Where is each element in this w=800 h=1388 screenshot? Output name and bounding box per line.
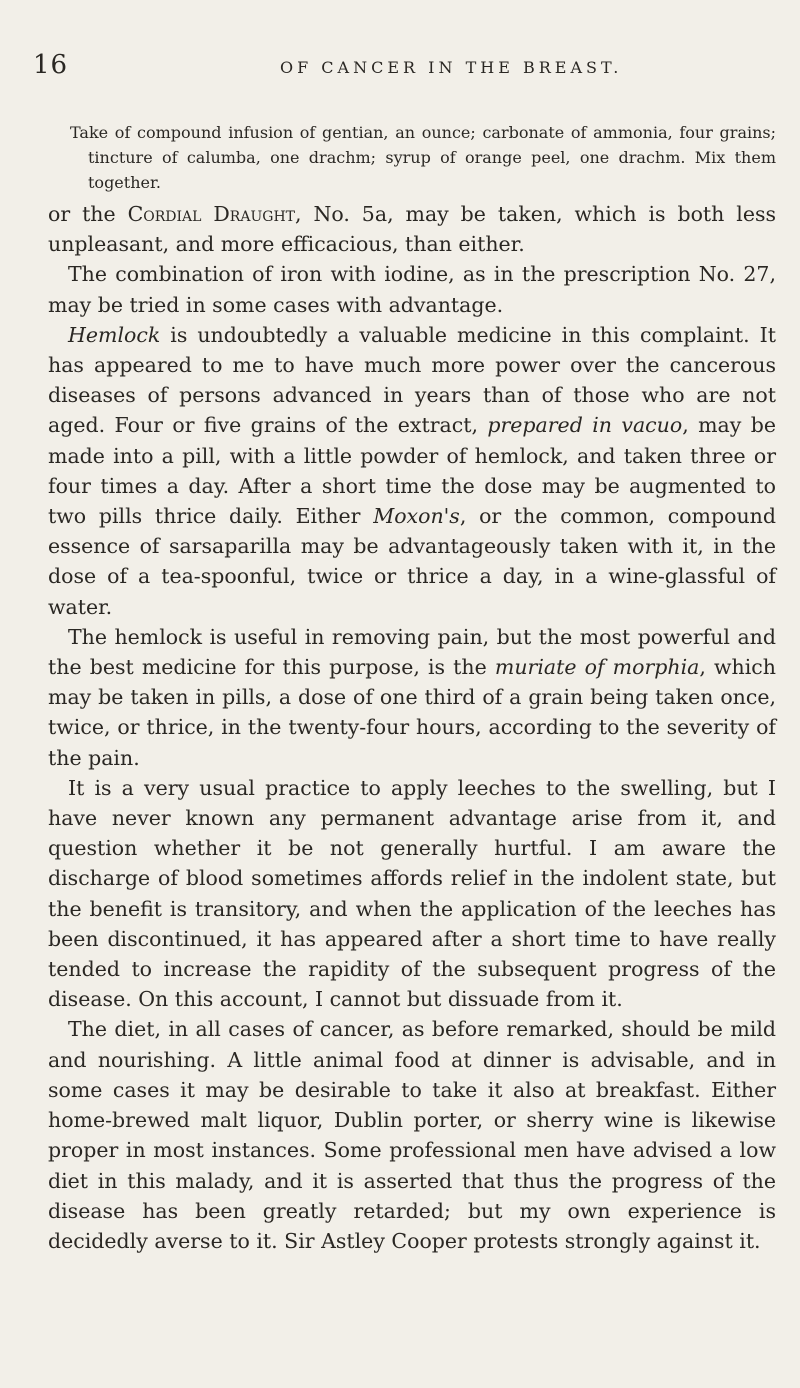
moxons-term: Moxon's <box>373 504 460 529</box>
page-number: 16 <box>33 50 69 80</box>
paragraph-text: or the <box>48 202 128 226</box>
muriate-of-morphia-term: muriate of morphia <box>494 655 700 680</box>
running-head: OF CANCER IN THE BREAST. <box>280 58 623 77</box>
paragraph-hemlock <box>48 320 776 622</box>
hemlock-term: Hemlock <box>68 322 161 347</box>
paragraph-cordial-draught <box>48 199 776 259</box>
paragraph-diet: The diet, in all cases of cancer, as before remarked, should be mild and nourishing. A little animal food at dinner is advisable, and in some cases it may be desirable to take it also at breakfast. Either home-brewed malt liquor, Dublin porter, or sherry wine is likewise proper in most instances. Some professional men have advised a low diet in this malady, and it is asserted that thus the progress of the disease has been greatly retarded; but my own experience is decidedly averse to it. Sir Astley Cooper protests strongly against it. <box>48 1017 776 1253</box>
paragraph-text: , which may be taken in pills, a dose of one third of a grain being taken once, twice, or thrice, in the twenty-four hours, according to the severity of the pain. <box>48 655 776 770</box>
paragraph-text: is undoubtedly a valuable medicine in this complaint. It has appeared to me to have much more power over the cancerous diseases of persons advanced in years than of those who are not aged. Four or five grains of the extract, <box>48 322 776 438</box>
prescription-text: Take of compound infusion of gentian, an ounce; carbonate of ammonia, four grains; tincture of calumba, one drachm; syrup of orange peel, one drachm. Mix them together. <box>70 123 776 192</box>
paragraph-text: , No. 5a, may be taken, which is both less unpleasant, and more efficacious, than either. <box>48 202 777 257</box>
cordial-draught-term: Cordial Draught <box>127 202 295 226</box>
paragraph-pain-relief <box>48 622 776 773</box>
body-text <box>48 120 776 1256</box>
paragraph-leeches: It is a very usual practice to apply leeches to the swelling, but I have never known any permanent advantage arise from it, and question whether it be not generally hurtful. I am aware the discharge of blood sometimes affords relief in the indolent state, but the benefit is transitory, and when the application of the leeches has been discontinued, it has appeared after a short time to have really tended to increase the rapidity of the subsequent progress of the disease. On this account, I cannot but dissuade from it. <box>48 775 776 1012</box>
paragraph-text: , may be made into a pill, with a little powder of hemlock, and taken three or four times a day. After a short time the dose may be augmented to two pills thrice daily. Either <box>48 413 777 529</box>
paragraph-iron-iodine: The combination of iron with iodine, as in the prescription No. 27, may be tried in some cases with advantage. <box>48 262 776 317</box>
page-header <box>0 50 800 90</box>
paragraph-text: The hemlock is useful in removing pain, but the most powerful and the best medicine for this purpose, is the <box>48 624 776 680</box>
in-vacuo-term: prepared in vacuo <box>487 413 683 438</box>
paragraph-text: , or the common, compound essence of sarsaparilla may be advantageously taken with it, in the dose of a tea-spoonful, twice or thrice a day, in a wine-glassful of water. <box>48 504 776 619</box>
